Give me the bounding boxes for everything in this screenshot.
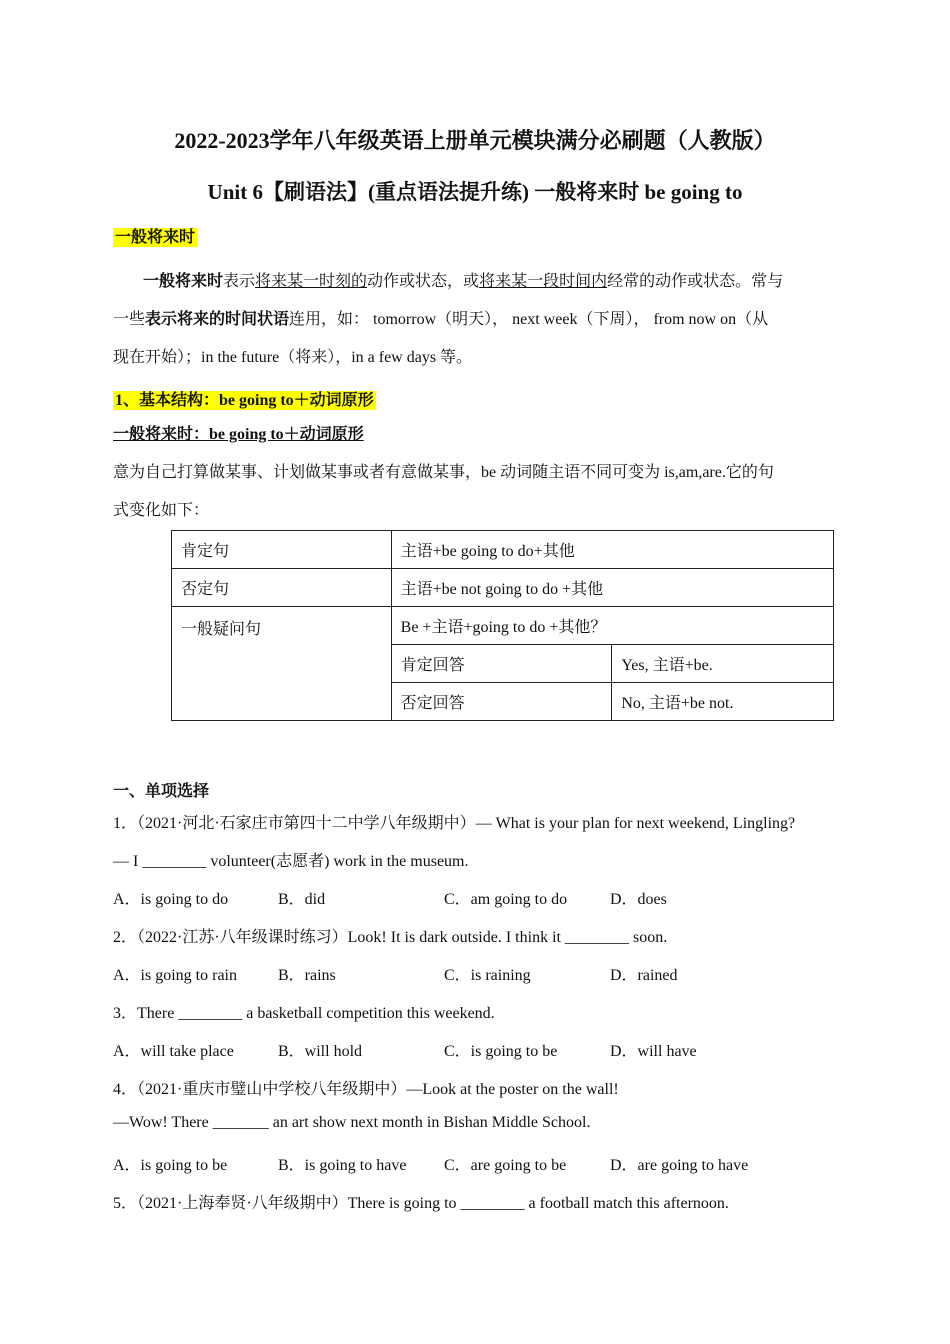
intro-text-e: 连用，如： tomorrow（明天）， next week（下周）， from now on（从 <box>289 311 769 328</box>
question-3-option-b[interactable]: B．will hold <box>278 1043 363 1060</box>
question-2-option-a[interactable]: A．is going to rain <box>113 967 237 984</box>
question-1-option-d[interactable]: D．does <box>610 891 667 908</box>
section-title: 一、单项选择 <box>113 783 210 800</box>
affirmative-form: 主语+be going to do+其他 <box>391 531 833 569</box>
intro-text-d: 一些 <box>113 311 146 328</box>
yes-answer-form: Yes, 主语+be. <box>612 645 834 683</box>
explain-line-2: 式变化如下： <box>113 502 210 519</box>
intro-text-b: 动作或状态，或 <box>367 273 480 290</box>
question-2-option-c[interactable]: C．is raining <box>444 967 531 984</box>
question-2-option-b[interactable]: B．rains <box>278 967 336 984</box>
yes-answer-label: 肯定回答 <box>391 645 612 683</box>
intro-underline-1: 将来某一时刻的 <box>255 273 368 290</box>
question-form: Be +主语+going to do +其他？ <box>391 607 833 645</box>
intro-line-3: 现在开始）；in the future（将来），in a few days 等。 <box>113 349 473 366</box>
question-3-option-c[interactable]: C．is going to be <box>444 1043 558 1060</box>
intro-bold-term: 表示将来的时间状语 <box>145 311 290 328</box>
intro-underline-2: 将来某一段时间内 <box>479 273 608 290</box>
question-1-stem: 1．（2021·河北·石家庄市第四十二中学八年级期中）— What is your plan for next weekend, Lingling? <box>113 815 796 832</box>
intro-text-a: 表示 <box>223 273 256 290</box>
negative-form: 主语+be not going to do +其他 <box>391 569 833 607</box>
negative-label: 否定句 <box>172 569 392 607</box>
table-row <box>172 607 834 645</box>
question-4-option-c[interactable]: C．are going to be <box>444 1157 567 1174</box>
intro-term: 一般将来时 <box>143 273 224 290</box>
question-1-option-a[interactable]: A．is going to do <box>113 891 229 908</box>
explain-line-1: 意为自己打算做某事、计划做某事或者有意做某事，be 动词随主语不同可变为 is,am,are.它的句 <box>113 464 774 481</box>
structure-subheading: 一般将来时：be going to＋动词原形 <box>113 426 364 443</box>
table-row <box>172 569 834 607</box>
question-4-option-b[interactable]: B．is going to have <box>278 1157 407 1174</box>
question-2-option-d[interactable]: D．rained <box>610 967 678 984</box>
question-1-option-b[interactable]: B．did <box>278 891 326 908</box>
structure-heading-text: 1、基本结构：be going to＋动词原形 <box>115 392 374 409</box>
table-row <box>172 531 834 569</box>
question-1-stem-2: — I ________ volunteer(志愿者) work in the museum. <box>113 853 469 870</box>
question-4-option-a[interactable]: A．is going to be <box>113 1157 228 1174</box>
question-label: 一般疑问句 <box>172 607 392 721</box>
question-4-stem: 4．（2021·重庆市璧山中学校八年级期中）—Look at the poster on the wall! <box>113 1081 619 1098</box>
grammar-heading <box>113 224 197 247</box>
sentence-forms-table <box>171 530 834 721</box>
question-3-stem: 3．There ________ a basketball competition this weekend. <box>113 1005 495 1022</box>
document-title: 2022-2023学年八年级英语上册单元模块满分必刷题（人教版） <box>174 128 776 153</box>
document-subtitle: Unit 6【刷语法】(重点语法提升练) 一般将来时 be going to <box>207 180 743 204</box>
question-5-stem: 5．（2021·上海奉贤·八年级期中）There is going to ________ a football match this afternoon. <box>113 1195 729 1212</box>
question-2-stem: 2．（2022·江苏·八年级课时练习）Look! It is dark outside. I think it ________ soon. <box>113 929 668 946</box>
affirmative-label: 肯定句 <box>172 531 392 569</box>
grammar-heading-text: 一般将来时 <box>115 229 196 246</box>
intro-line-2 <box>113 310 768 330</box>
question-4-option-d[interactable]: D．are going to have <box>610 1157 749 1174</box>
question-3-option-d[interactable]: D．will have <box>610 1043 697 1060</box>
question-3-option-a[interactable]: A．will take place <box>113 1043 234 1060</box>
question-1-option-c[interactable]: C．am going to do <box>444 891 568 908</box>
no-answer-label: 否定回答 <box>391 683 612 721</box>
structure-heading <box>113 387 376 410</box>
intro-text-c: 经常的动作或状态。常与 <box>607 273 784 290</box>
intro-line-1 <box>143 272 783 292</box>
question-4-stem-2: —Wow! There _______ an art show next month in Bishan Middle School. <box>113 1114 591 1131</box>
no-answer-form: No, 主语+be not. <box>612 683 834 721</box>
